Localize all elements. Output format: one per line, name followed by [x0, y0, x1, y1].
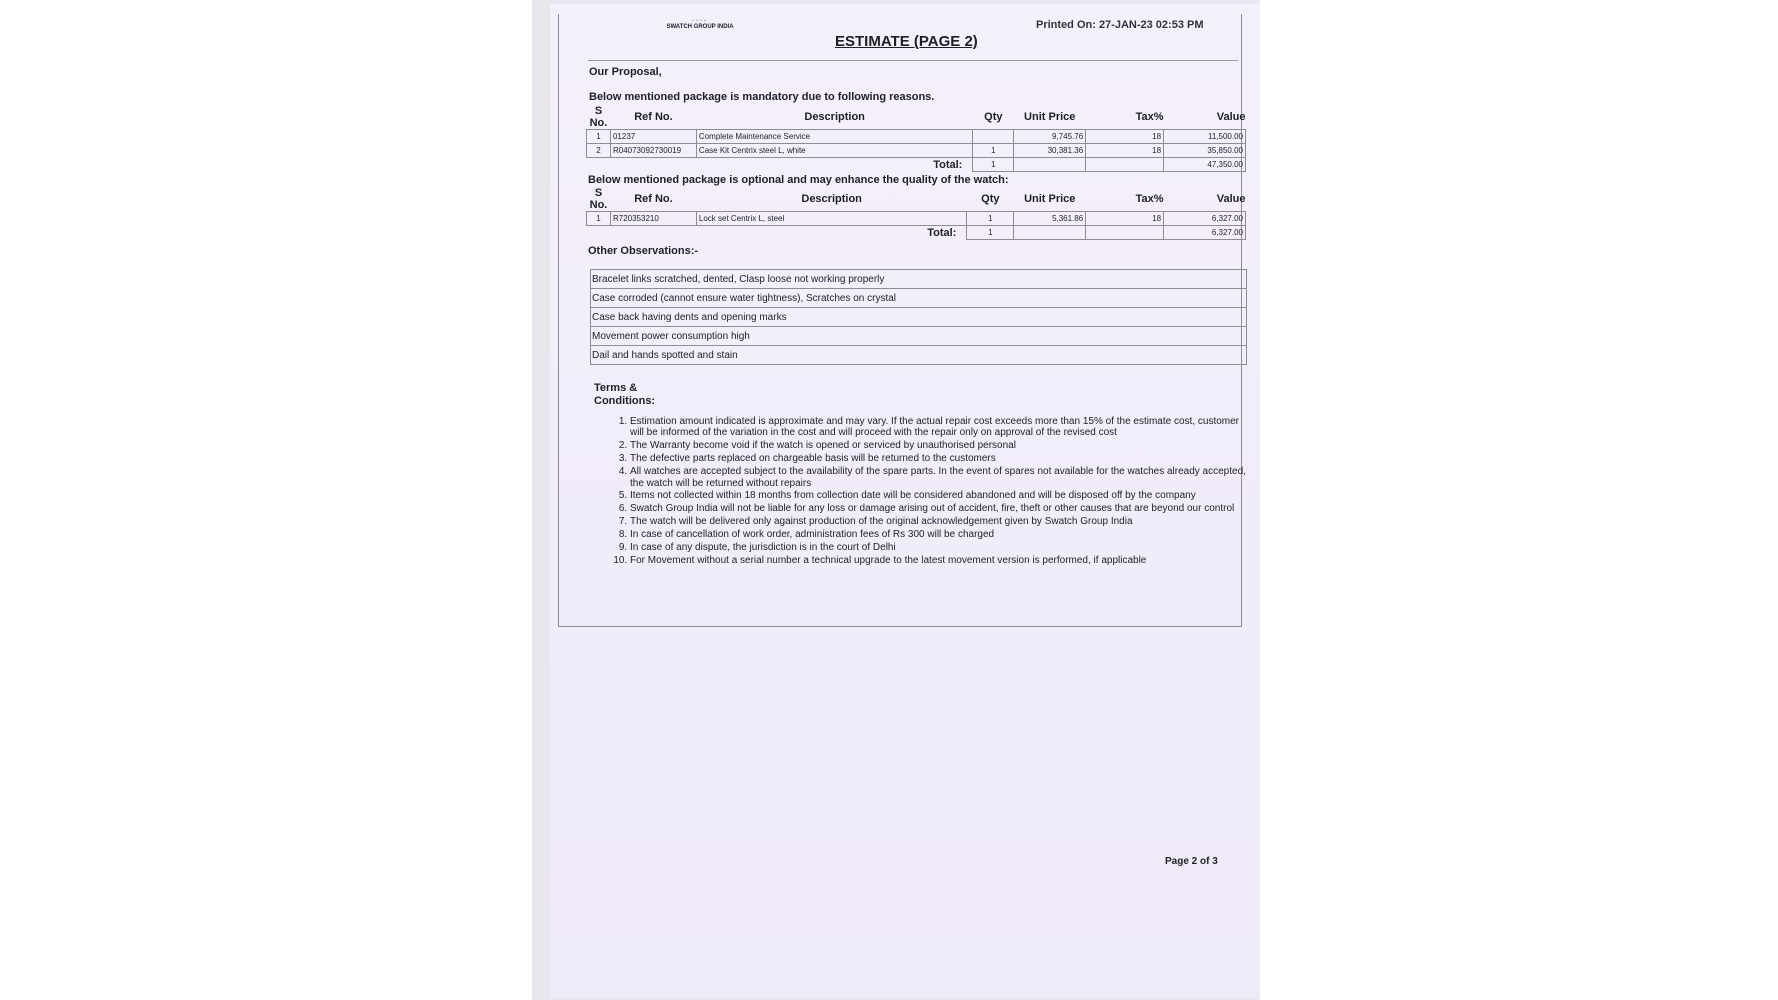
- terms-heading: [594, 382, 655, 408]
- logo-mark-icon: ▫▫▫▫: [692, 18, 708, 24]
- mandatory-table: [586, 105, 1246, 172]
- total-qty: 1: [973, 158, 1014, 172]
- optional-table: [586, 187, 1246, 240]
- total-value: 47,350.00: [1164, 158, 1246, 172]
- printed-on: Printed On: 27-JAN-23 02:53 PM: [1036, 19, 1204, 31]
- cell-ref: 01237: [610, 130, 696, 144]
- cell-tax: 18: [1086, 130, 1164, 144]
- column-header: Tax%: [1086, 105, 1164, 130]
- terms-item: 9. In case of any dispute, the jurisdiction is in the court of Delhi: [630, 542, 1250, 553]
- column-header: Description: [696, 187, 966, 212]
- estimate-page: [550, 4, 1260, 998]
- cell-description: Case Kit Centrix steel L, white: [696, 144, 972, 158]
- terms-heading-line2: Conditions:: [594, 395, 656, 407]
- observation-item: Case back having dents and opening marks: [591, 308, 1247, 327]
- column-header: Unit Price: [1014, 105, 1086, 130]
- column-header: Ref No.: [610, 105, 696, 130]
- page-number: Page 2 of 3: [1165, 856, 1218, 867]
- column-header: Qty: [973, 105, 1014, 130]
- cell-tax: 18: [1086, 144, 1164, 158]
- logo-text: SWATCH GROUP INDIA: [666, 24, 734, 30]
- cell-unit-price: 5,361.86: [1014, 212, 1086, 226]
- page-title: ESTIMATE (PAGE 2): [835, 33, 978, 50]
- empty-cell: [1014, 158, 1086, 172]
- cell-description: Complete Maintenance Service: [696, 130, 972, 144]
- table-header-row: [587, 105, 1246, 130]
- terms-item: 4. All watches are accepted subject to the availability of the spare parts. In the event of spares not available for the watches already accepted, the watch will be returned without repairs: [630, 466, 1250, 489]
- table-row: [587, 130, 1246, 144]
- cell-sno: 2: [587, 144, 611, 158]
- observations-heading: Other Observations:-: [588, 245, 699, 257]
- observation-item: Movement power consumption high: [591, 327, 1247, 346]
- cell-unit-price: 30,381.36: [1014, 144, 1086, 158]
- cell-sno: 1: [587, 212, 611, 226]
- total-label: Total:: [933, 158, 963, 171]
- column-header: S No.: [587, 105, 611, 130]
- empty-cell: [1086, 158, 1164, 172]
- observation-row: [591, 327, 1247, 346]
- table-row: [587, 212, 1246, 226]
- terms-item: 3. The defective parts replaced on chargeable basis will be returned to the customers: [630, 453, 1250, 464]
- total-row: [587, 226, 1246, 240]
- cell-qty: [973, 130, 1014, 144]
- terms-heading-line1: Terms &: [594, 382, 638, 394]
- column-header: Value: [1164, 105, 1246, 130]
- column-header: Ref No.: [610, 187, 696, 212]
- terms-item: 2. The Warranty become void if the watch is opened or serviced by unauthorised personal: [630, 440, 1250, 451]
- mandatory-heading: Below mentioned package is mandatory due to following reasons.: [589, 91, 935, 103]
- terms-item: 10. For Movement without a serial number a technical upgrade to the latest movement version is performed, if applicable: [630, 555, 1250, 566]
- cell-value: 6,327.00: [1164, 212, 1246, 226]
- table-header-row: [587, 187, 1246, 212]
- table-row: [587, 144, 1246, 158]
- cell-qty: 1: [967, 212, 1014, 226]
- header-divider: [588, 60, 1238, 61]
- observation-row: [591, 289, 1247, 308]
- observations-table: [590, 269, 1247, 365]
- observation-item: Case corroded (cannot ensure water tightness), Scratches on crystal: [591, 289, 1247, 308]
- cell-tax: 18: [1086, 212, 1164, 226]
- page-content: [550, 4, 1260, 998]
- observation-item: Bracelet links scratched, dented, Clasp loose not working properly: [591, 270, 1247, 289]
- terms-item: 8. In case of cancellation of work order, administration fees of Rs 300 will be charged: [630, 529, 1250, 540]
- proposal-label: Our Proposal,: [589, 66, 662, 78]
- empty-cell: [1086, 226, 1164, 240]
- terms-item: 6. Swatch Group India will not be liable for any loss or damage arising out of accident, fire, theft or other causes that are beyond our control: [630, 503, 1250, 514]
- company-logo: [655, 18, 745, 30]
- terms-item: 7. The watch will be delivered only against production of the original acknowledgement given by Swatch Group India: [630, 516, 1250, 527]
- cell-qty: 1: [973, 144, 1014, 158]
- terms-item: 5. Items not collected within 18 months from collection date will be considered abandoned and will be disposed off by the company: [630, 490, 1250, 501]
- column-header: S No.: [587, 187, 611, 212]
- observation-item: Dail and hands spotted and stain: [591, 346, 1247, 365]
- total-label: Total:: [927, 226, 957, 239]
- cell-sno: 1: [587, 130, 611, 144]
- terms-item: 1. Estimation amount indicated is approximate and may vary. If the actual repair cost exceeds more than 15% of the estimate cost, customer will be informed of the variation in the cost and will proceed with the repair only on approval of the revised cost: [630, 416, 1250, 439]
- column-header: Tax%: [1086, 187, 1164, 212]
- observation-row: [591, 270, 1247, 289]
- total-value: 6,327.00: [1164, 226, 1246, 240]
- column-header: Description: [696, 105, 972, 130]
- total-row: [587, 158, 1246, 172]
- observation-row: [591, 346, 1247, 365]
- column-header: Unit Price: [1014, 187, 1086, 212]
- column-header: Qty: [967, 187, 1014, 212]
- total-qty: 1: [967, 226, 1014, 240]
- cell-value: 35,850.00: [1164, 144, 1246, 158]
- optional-heading: Below mentioned package is optional and may enhance the quality of the watch:: [588, 174, 1009, 186]
- empty-cell: [1014, 226, 1086, 240]
- observation-row: [591, 308, 1247, 327]
- cell-unit-price: 9,745.76: [1014, 130, 1086, 144]
- cell-description: Lock set Centrix L, steel: [696, 212, 966, 226]
- cell-value: 11,500.00: [1164, 130, 1246, 144]
- cell-ref: R720353210: [610, 212, 696, 226]
- cell-ref: R04073092730019: [610, 144, 696, 158]
- terms-list: [608, 416, 1250, 568]
- column-header: Value: [1164, 187, 1246, 212]
